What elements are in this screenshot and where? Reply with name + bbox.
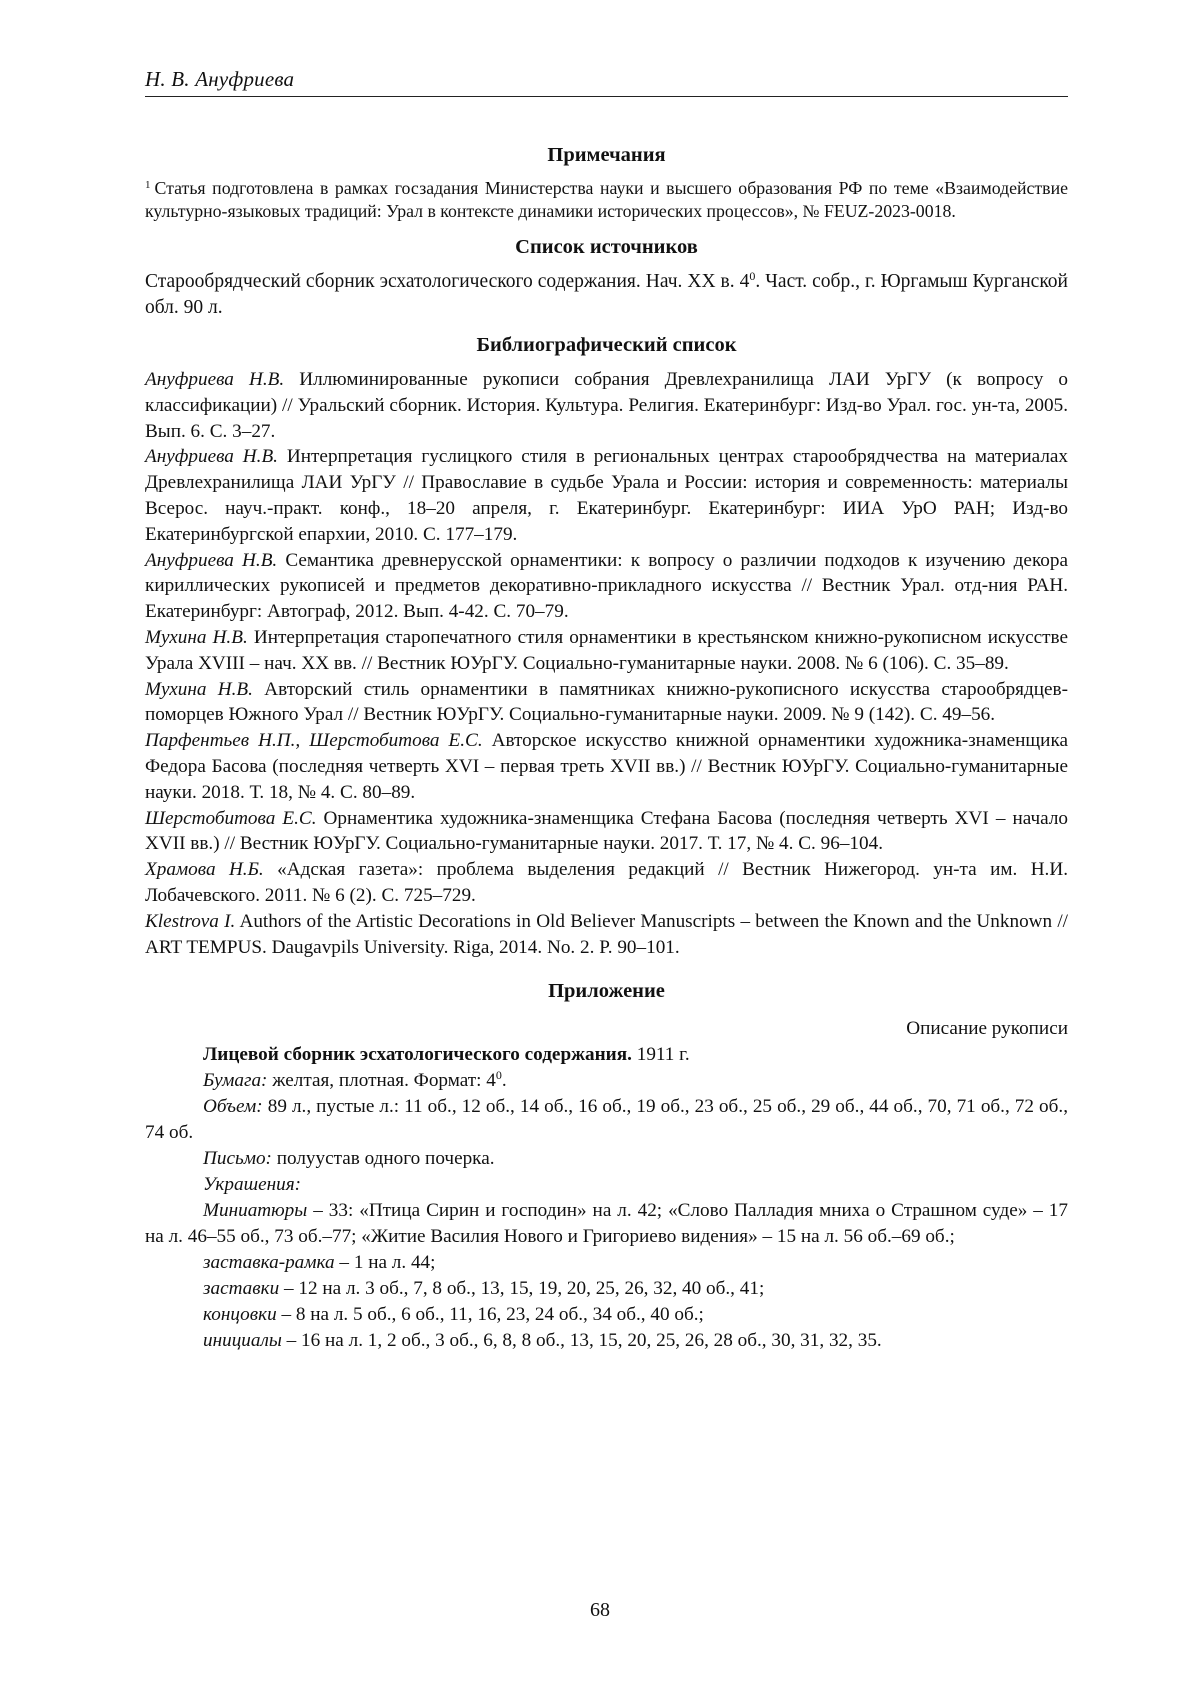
bibliography-entry [145,857,1068,909]
entry-author: Ануфриева Н.В. [145,446,278,467]
entry-text: Семантика древнерусской орнаментики: к вопросу о различии подходов к изучению декора кириллических рукописей и предметов декоративно-прикладного искусства // Вестник Урал. отд-ния РАН. Екатеринбург: Автограф, 2012. Вып. 4-42. С. 70–79. [145,550,1068,623]
bibliography-entry [145,367,1068,444]
initials-line [145,1328,1068,1354]
bibliography-entry [145,728,1068,805]
entry-author: Ануфриева Н.В. [145,369,284,390]
paper-label: Бумага: [203,1070,267,1091]
headpieces-label: заставки [203,1278,279,1299]
entry-author: Храмова Н.Б. [145,859,264,880]
frame-line [145,1250,1068,1276]
entry-author: Мухина Н.В. [145,679,253,700]
note-text: Статья подготовлена в рамках госзадания Министерства науки и высшего образования РФ по теме «Взаимодействие культурно-языковых традиций: Урал в контексте динамики исторических процессов», № FEUZ-2023-0018. [145,178,1068,221]
page-number: 68 [0,1598,1200,1622]
source-item [145,269,1068,321]
tailpieces-text: – 8 на л. 5 об., 6 об., 11, 16, 23, 24 об., 34 об., 40 об.; [277,1304,704,1325]
entry-author: Klestrova I. [145,911,235,932]
sources-heading: Список источников [145,234,1068,260]
bibliography-list [145,367,1068,960]
initials-text: – 16 на л. 1, 2 об., 3 об., 6, 8, 8 об., 13, 15, 20, 25, 26, 28 об., 30, 31, 32, 35. [282,1330,882,1351]
entry-text: Орнаментика художника-знаменщика Стефана Басова (последняя четверть XVI – начало XVII вв.) // Вестник ЮУрГУ. Социально-гуманитарные науки. 2017. Т. 17, № 4. С. 96–104. [145,808,1068,855]
description-label: Описание рукописи [145,1016,1068,1042]
appendix-body [145,1042,1068,1354]
bibliography-heading: Библиографический список [145,332,1068,358]
headpieces-text: – 12 на л. 3 об., 7, 8 об., 13, 15, 19, 20, 25, 26, 32, 40 об., 41; [279,1278,764,1299]
paper-text: желтая, плотная. Формат: 4 [267,1070,495,1091]
decorations-label: Украшения: [203,1174,301,1195]
entry-text: Интерпретация старопечатного стиля орнаментики в крестьянском книжно-рукописном искусстве Урала XVIII – нач. XX вв. // Вестник ЮУрГУ. Социально-гуманитарные науки. 2008. № 6 (106). С. 35–89. [145,627,1068,674]
entry-text: «Адская газета»: проблема выделения редакций // Вестник Нижегород. ун-та им. Н.И. Лобачевского. 2011. № 6 (2). С. 725–729. [145,859,1068,906]
script-text: полуустав одного почерка. [272,1148,495,1169]
tailpieces-line [145,1302,1068,1328]
appendix-heading: Приложение [145,978,1068,1004]
headpieces-line [145,1276,1068,1302]
decorations-line [145,1172,1068,1198]
volume-text: 89 л., пустые л.: 11 об., 12 об., 14 об., 16 об., 19 об., 23 об., 25 об., 29 об., 44 об., 70, 71 об., 72 об., 74 об. [145,1096,1068,1143]
manuscript-date: 1911 г. [632,1044,690,1065]
entry-text: Авторский стиль орнаментики в памятниках книжно-рукописного искусства старообрядцев-поморцев Южного Урал // Вестник ЮУрГУ. Социально-гуманитарные науки. 2009. № 9 (142). С. 49–56. [145,679,1068,726]
frame-label: заставка-рамка [203,1252,335,1273]
volume-line [145,1094,1068,1146]
frame-text: – 1 на л. 44; [335,1252,436,1273]
format-superscript: 0 [496,1068,502,1082]
miniatures-text: – 33: «Птица Сирин и господин» на л. 42; «Слово Палладия мниха о Страшном суде» – 17 на л. 46–55 об., 73 об.–77; «Житие Василия Нового и Григориево видения» – 15 на л. 56 об.–69 об.; [145,1200,1068,1247]
script-line [145,1146,1068,1172]
format-superscript: 0 [749,269,755,283]
entry-author: Шерстобитова Е.С. [145,808,317,829]
entry-author: Парфентьев Н.П., Шерстобитова Е.С. [145,730,483,751]
entry-author: Мухина Н.В. [145,627,248,648]
bibliography-entry [145,444,1068,547]
bibliography-entry [145,677,1068,729]
miniatures-label: Миниатюры [203,1200,307,1221]
note-item [145,177,1068,223]
entry-author: Ануфриева Н.В. [145,550,277,571]
bibliography-entry [145,909,1068,961]
source-text: Старообрядческий сборник эсхатологического содержания. Нач. XX в. 4 [145,271,749,292]
paper-line [145,1068,1068,1094]
running-head: Н. В. Ануфриева [145,66,1068,97]
volume-label: Объем: [203,1096,263,1117]
bibliography-entry [145,548,1068,625]
initials-label: инициалы [203,1330,282,1351]
manuscript-title [145,1042,1068,1068]
bibliography-entry [145,806,1068,858]
entry-text: Интерпретация гуслицкого стиля в региональных центрах старообрядчества на материалах Древлехранилища ЛАИ УрГУ // Православие в судьбе Урала и России: история и современность: материалы Всерос. науч.-практ. конф., 18–20 апреля, г. Екатеринбург. Екатеринбург: ИИА УрО РАН; Изд-во Екатеринбургской епархии, 2010. С. 177–179. [145,446,1068,544]
manuscript-title-bold: Лицевой сборник эсхатологического содержания. [203,1044,632,1065]
page-body [145,66,1068,1354]
bibliography-entry [145,625,1068,677]
note-marker: 1 [145,179,151,191]
entry-text: Иллюминированные рукописи собрания Древлехранилища ЛАИ УрГУ (к вопросу о классификации) // Уральский сборник. История. Культура. Религия. Екатеринбург: Изд-во Урал. гос. ун-та, 2005. Вып. 6. С. 3–27. [145,369,1068,442]
entry-text: Authors of the Artistic Decorations in Old Believer Manuscripts – between the Known and the Unknown // ART TEMPUS. Daugavpils University. Riga, 2014. No. 2. P. 90–101. [145,911,1068,958]
entry-text: Авторское искусство книжной орнаментики художника-знаменщика Федора Басова (последняя четверть XVI – первая треть XVII вв.) // Вестник ЮУрГУ. Социально-гуманитарные науки. 2018. Т. 18, № 4. С. 80–89. [145,730,1068,803]
paper-text-end: . [502,1070,507,1091]
script-label: Письмо: [203,1148,272,1169]
miniatures-line [145,1198,1068,1250]
source-text-rest: . Част. собр., г. Юргамыш Курганской обл. 90 л. [145,271,1068,318]
notes-heading: Примечания [145,142,1068,168]
tailpieces-label: концовки [203,1304,277,1325]
